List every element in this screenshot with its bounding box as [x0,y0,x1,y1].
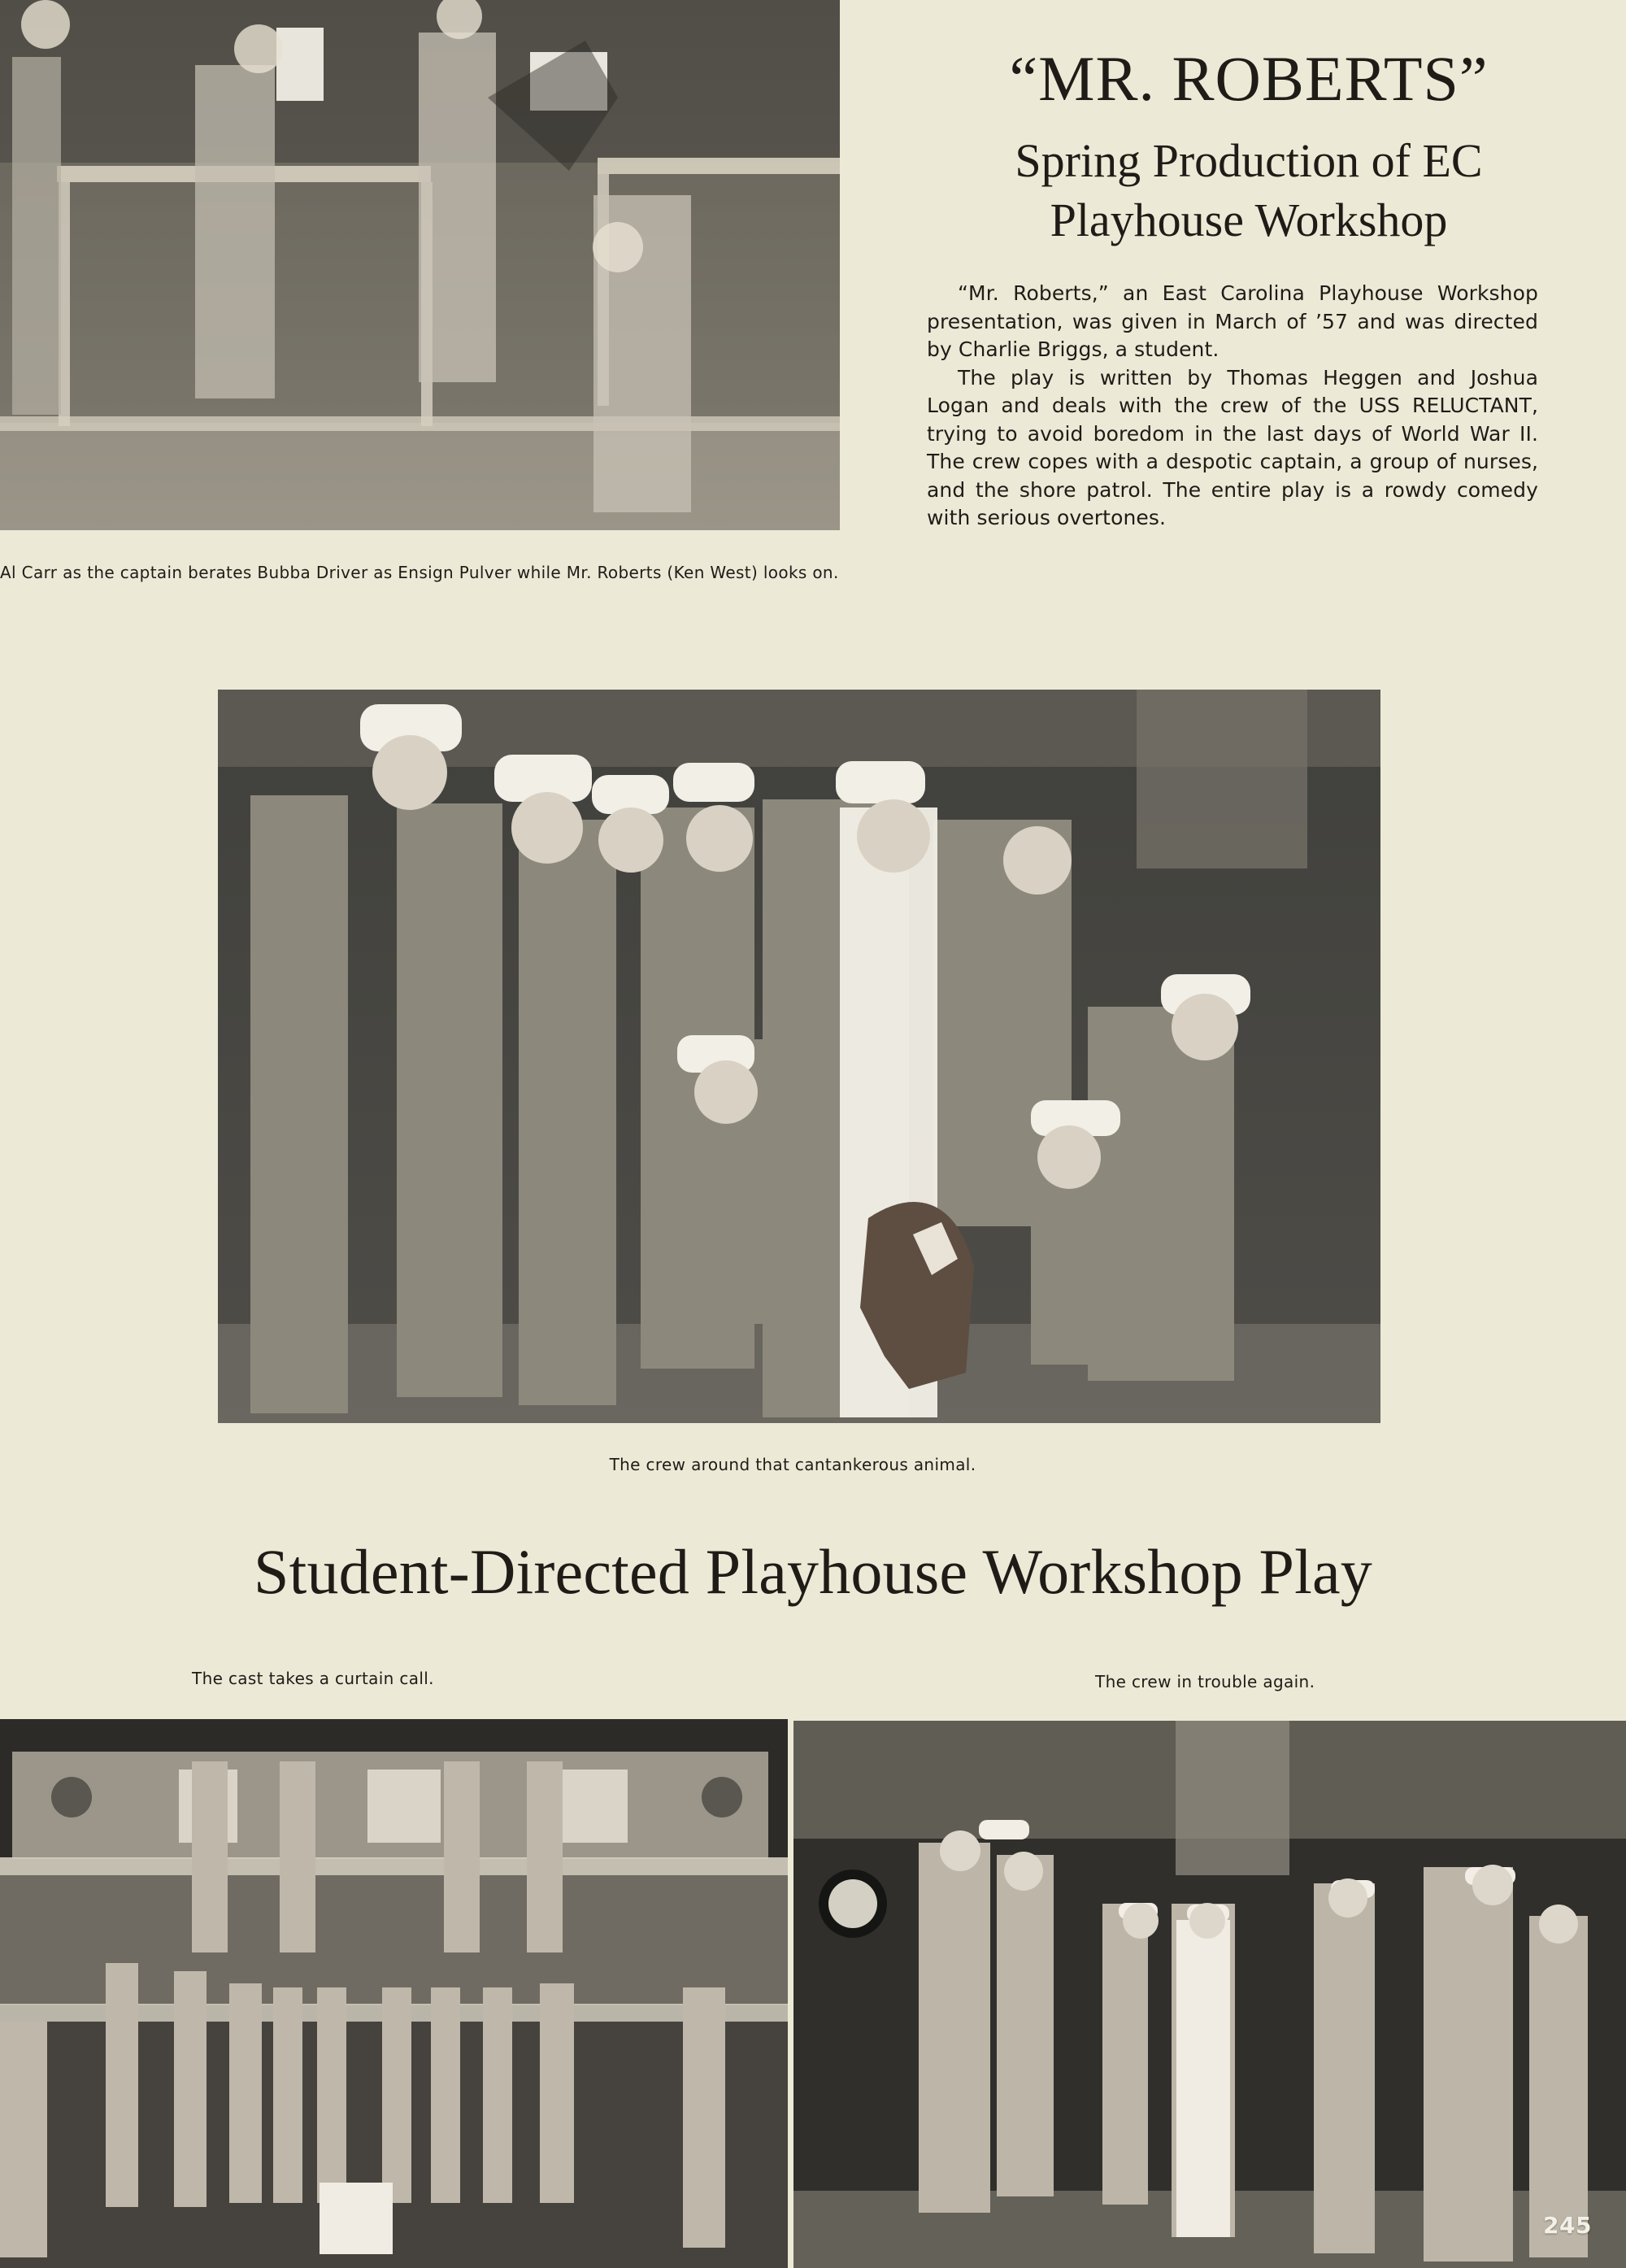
subtitle-line-2: Playhouse Workshop [1050,194,1448,246]
caption-bottom-right-photo: The crew in trouble again. [1095,1672,1315,1691]
article-paragraph-2: The play is written by Thomas Heggen and Joshua Logan and deals with the crew of the USS RELUCTANT, trying to avoid boredom in the last days of World War II. The crew copes with a despotic captain, a group of nurses, and the shore patrol. The entire play is a rowdy comedy with serious overtones. [927,365,1538,529]
photo-crew-with-animal [218,690,1380,1423]
caption-middle-photo: The crew around that cantankerous animal. [609,1455,976,1474]
page-number: 245 [1543,2212,1592,2239]
section-heading: Student-Directed Playhouse Workshop Play [254,1536,1372,1607]
photo-captain-scene [0,0,840,530]
photo-curtain-call [0,1719,788,2268]
subtitle-line-1: Spring Production of EC [1015,134,1483,187]
article-paragraph-1: “Mr. Roberts,” an East Carolina Playhouse Workshop presentation, was given in March of ’57 and was directed by Charlie Briggs, a student. [927,281,1538,361]
caption-top-photo: Al Carr as the captain berates Bubba Driver as Ensign Pulver while Mr. Roberts (Ken West) looks on. [0,563,839,582]
photo-crew-in-trouble [793,1721,1626,2268]
article-body [927,280,1538,533]
caption-bottom-left-photo: The cast takes a curtain call. [192,1669,434,1688]
page-title: “MR. ROBERTS” [1009,43,1489,114]
